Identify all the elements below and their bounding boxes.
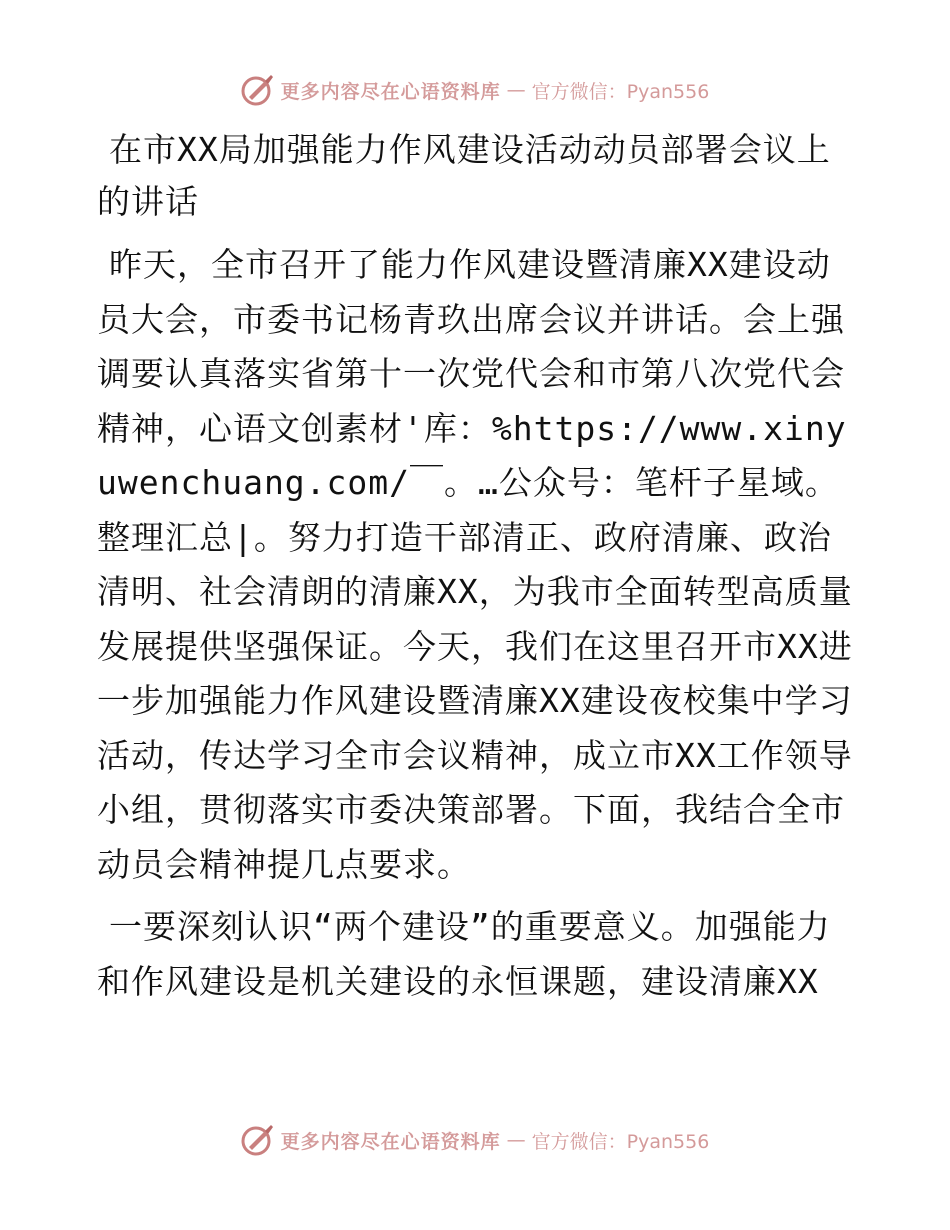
watermark-wechat: 官方微信：Pyan556: [531, 80, 710, 103]
watermark-separator: —: [506, 1129, 526, 1151]
watermark-wechat: 官方微信：Pyan556: [531, 1130, 710, 1153]
watermark-text: 更多内容尽在心语资料库: [280, 1130, 501, 1153]
watermark-text: 更多内容尽在心语资料库: [280, 80, 501, 103]
header-watermark: [0, 70, 950, 110]
paragraph: 一要深刻认识“两个建设”的重要意义。加强能力和作风建设是机关建设的永恒课题，建设清廉XX: [97, 907, 831, 1001]
quill-seal-icon: [241, 1123, 275, 1157]
document-body: [97, 124, 857, 1017]
document-title: 在市XX局加强能力作风建设活动动员部署会议上的讲话: [97, 130, 831, 221]
watermark-separator: —: [506, 79, 526, 101]
paragraph: 昨天，全市召开了能力作风建设暨清廉XX建设动员大会，市委书记杨青玖出席会议并讲话。会上强调要认真落实省第十一次党代会和市第八次党代会精神，心语文创素材'库：%https://www.xinyuwenchuang.com/￣。…公众号：笔杆子星域。整理汇总|。努力打造干部清正、政府清廉、政治清明、社会清朗的清廉XX，为我市全面转型高质量发展提供坚强保证。今天，我们在这里召开市XX进一步加强能力作风建设暨清廉XX建设夜校集中学习活动，传达学习全市会议精神，成立市XX工作领导小组，贯彻落实市委决策部署。下面，我结合全市动员会精神提几点要求。: [97, 245, 853, 884]
quill-seal-icon: [241, 73, 275, 107]
footer-watermark: [0, 1120, 950, 1160]
